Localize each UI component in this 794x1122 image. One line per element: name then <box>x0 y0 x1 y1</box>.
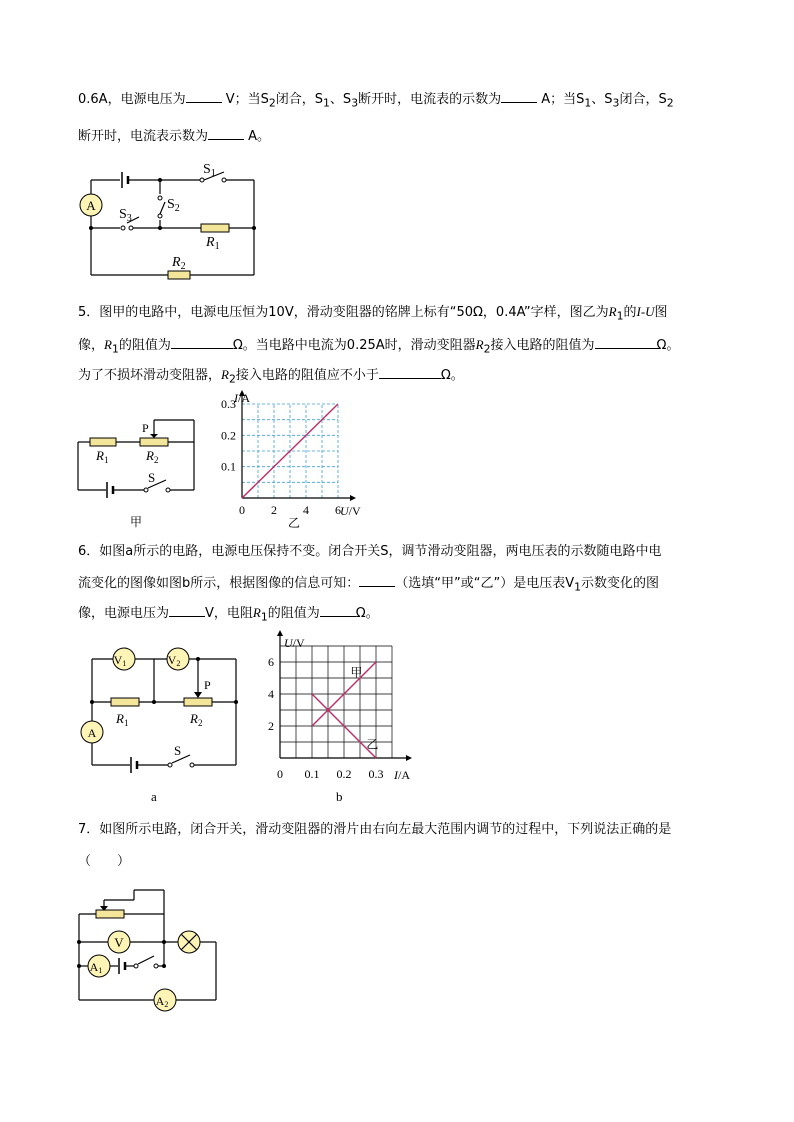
subscript: 2 <box>268 96 276 110</box>
q5-text: Ω。 <box>656 338 680 353</box>
q4-text: A。 <box>248 129 271 144</box>
rheostat-r2 <box>140 438 168 446</box>
q6-text: 示数变化的图 <box>581 576 660 591</box>
caption-a: a <box>151 789 157 804</box>
q6-circuit-diagram <box>76 645 246 805</box>
subscript: 3 <box>612 96 620 110</box>
subscript: 1 <box>616 309 624 323</box>
x-tick-label: 0.1 <box>304 767 320 781</box>
resistor-r1 <box>90 438 116 446</box>
q6-text: Ω。 <box>355 606 379 621</box>
x-axis-arrow <box>406 755 412 761</box>
subscript: 1 <box>574 580 581 594</box>
v2-label: V2 <box>167 653 181 668</box>
series-jia-label: 甲 <box>350 665 363 680</box>
y-tick-label: 2 <box>268 719 274 733</box>
q6-line-2 <box>78 572 659 598</box>
v-label: V <box>114 935 124 950</box>
a2-label: A2 <box>155 994 169 1009</box>
y-axis-arrow <box>277 630 283 636</box>
q6-line-3 <box>78 602 379 628</box>
q6-text: 6．如图a所示的电路，电源电压保持不变。闭合开关S，调节滑动变阻器，两电压表的示数随电路中电 <box>78 544 662 559</box>
subscript: 2 <box>483 342 491 356</box>
q6-ui-graph <box>266 635 426 805</box>
subscript: 2 <box>228 372 236 386</box>
y-tick-label: 0.1 <box>221 459 236 474</box>
s-label: S <box>174 743 182 758</box>
answer-blank[interactable] <box>359 572 395 587</box>
answer-blank[interactable] <box>595 334 657 349</box>
s2-label: $S_2$ <box>167 197 180 214</box>
v1-label: V1 <box>113 653 127 668</box>
y-tick-label: 0.2 <box>221 428 236 443</box>
q6-ylabel: U/V <box>284 636 305 650</box>
answer-blank[interactable] <box>501 88 537 103</box>
subscript: 1 <box>584 96 592 110</box>
var-iu: I-U <box>636 304 655 319</box>
p-label: P <box>204 678 211 692</box>
series-yi-label: 乙 <box>366 737 379 752</box>
r2-label: $R_2$ <box>190 711 203 728</box>
caption-yi: 乙 <box>288 516 301 530</box>
q5-text: 为了不损坏滑动变阻器， <box>78 368 222 383</box>
answer-blank[interactable] <box>186 88 222 103</box>
q6-text: 像，电源电压为 <box>78 606 170 621</box>
q4-text: 断开时，电流表的示数为 <box>358 92 502 107</box>
x-axis-arrow <box>350 495 356 501</box>
q7-text: 7．如图所示电路，闭合开关，滑动变阻器的滑片由右向左最大范围内调节的过程中，下列说法正确的是 <box>78 822 672 837</box>
q4-text: 闭合，S <box>619 92 667 107</box>
x-tick-label: 0 <box>277 767 283 781</box>
q5-text: 接入电路的阻值为 <box>490 338 595 353</box>
s3-label: $S_3$ <box>119 207 132 224</box>
x-tick-label: 0.2 <box>336 767 352 781</box>
q5-iu-graph <box>212 390 382 530</box>
q6-text: 流变化的图像如图b所示，根据图像的信息可知： <box>78 576 360 591</box>
q5-line-3 <box>78 364 464 390</box>
q4-text: 、S <box>329 92 352 107</box>
q4-text: A；当S <box>541 92 585 107</box>
answer-blank[interactable] <box>169 602 205 617</box>
resistor-r1 <box>201 224 229 232</box>
x-tick-label: 2 <box>271 503 277 517</box>
q5-line-2 <box>78 334 679 360</box>
q7-text: （ ） <box>78 854 131 869</box>
x-tick-label: 0.3 <box>368 767 384 781</box>
caption-b: b <box>336 789 343 804</box>
y-tick-label: 4 <box>268 687 274 701</box>
rheostat-r2 <box>184 698 212 706</box>
a1-label: A1 <box>89 960 103 975</box>
r2-label: $R_2$ <box>146 448 159 465</box>
var-r: R <box>252 605 261 620</box>
q7-circuit-diagram <box>74 886 234 1016</box>
var-r: R <box>475 337 484 352</box>
rheostat <box>96 910 124 918</box>
q4-text: V；当S <box>225 92 269 107</box>
answer-blank[interactable] <box>171 334 233 349</box>
q5-text: Ω。当电路中电流为0.25A时，滑动变阻器 <box>232 338 476 353</box>
q4-text: 断开时，电流表示数为 <box>78 129 209 144</box>
subscript: 3 <box>351 96 359 110</box>
ammeter-label: A <box>86 198 96 213</box>
answer-blank[interactable] <box>208 125 244 140</box>
caption-jia: 甲 <box>130 515 143 529</box>
var-r: R <box>221 367 229 382</box>
r1-label: $R_1$ <box>96 448 109 465</box>
q7-line-2 <box>78 852 130 872</box>
p-label: P <box>142 421 149 435</box>
r1-label: $R_1$ <box>116 711 129 728</box>
subscript: 1 <box>260 610 268 624</box>
s1-label: $S_1$ <box>203 162 216 179</box>
q5-text: 5．图甲的电路中，电源电压恒为10V，滑动变阻器的铭牌上标有“50Ω，0.4A”字样，图乙为 <box>78 305 609 320</box>
resistor-r1 <box>111 698 139 706</box>
q6-xlabel: I/A <box>394 768 410 782</box>
q5-xlabel: U/V <box>340 504 361 518</box>
q6-text: V，电阻 <box>205 606 253 621</box>
resistor-r2 <box>168 271 190 279</box>
q7-line-1 <box>78 820 671 840</box>
r2-label: $R_2$ <box>172 255 186 272</box>
q5-text: 接入电路的阻值应不小于 <box>235 368 379 383</box>
q4-text: 闭合，S <box>275 92 324 107</box>
q5-line-1 <box>78 302 668 327</box>
x-tick-label: 0 <box>239 503 245 517</box>
q5-text: 图 <box>654 305 668 320</box>
y-tick-label: 6 <box>268 655 274 669</box>
answer-blank[interactable] <box>320 602 356 617</box>
s-label: S <box>148 470 156 485</box>
q5-text: Ω。 <box>440 368 464 383</box>
q6-text: 的阻值为 <box>267 606 320 621</box>
q4-circuit-diagram <box>76 158 266 280</box>
q5-text: 的阻值为 <box>118 338 171 353</box>
q5-circuit-diagram <box>74 416 204 536</box>
var-r: R <box>608 304 617 319</box>
q4-text: 、S <box>591 92 613 107</box>
subscript: 2 <box>666 96 674 110</box>
var-r: R <box>104 337 112 352</box>
subscript: 1 <box>323 96 330 110</box>
x-tick-label: 4 <box>303 503 309 517</box>
y-tick-label: 0.3 <box>221 397 236 411</box>
q5-ylabel: I/A <box>234 391 250 405</box>
q6-line-1 <box>78 542 662 562</box>
subscript: 1 <box>111 342 119 356</box>
q4-line-1 <box>78 88 674 114</box>
ammeter-label: A <box>87 726 97 740</box>
q5-text: 像， <box>78 338 105 353</box>
q5-text: 的 <box>623 305 637 320</box>
r1-label: $R_1$ <box>206 235 220 252</box>
q4-line-2 <box>78 125 270 147</box>
q6-text: （选填“甲”或“乙”）是电压表V <box>395 576 575 591</box>
q4-text: 0.6A，电源电压为 <box>78 92 186 107</box>
x-tick-label: 6 <box>335 503 341 517</box>
answer-blank[interactable] <box>379 364 441 379</box>
